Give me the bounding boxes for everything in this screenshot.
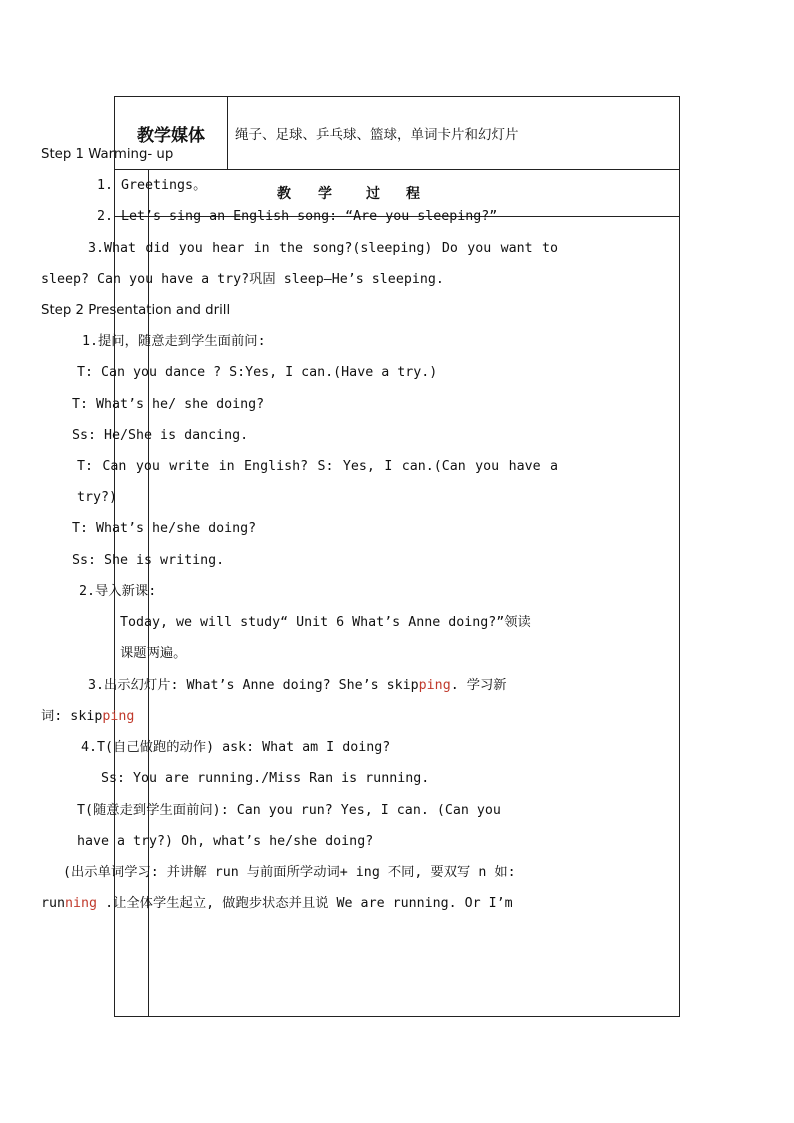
text-line: Ss: He/She is dancing. (72, 428, 249, 443)
text-line: T: Can you dance ? S:Yes, I can.(Have a try.) (77, 365, 438, 380)
heading-char: 程 (406, 185, 420, 202)
text-line: 1. Greetings。 (97, 178, 207, 193)
text-line: (出示单词学习: 并讲解 run 与前面所学动词+ ing 不同, 要双写 n 如: (63, 865, 516, 880)
highlight-segment: ping (102, 709, 135, 724)
text-segment: 词: skip (41, 709, 103, 724)
text-line: T: What’s he/ she doing? (72, 397, 265, 412)
text-line: 2. Let’s sing an English song: “Are you sleeping?” (97, 209, 498, 224)
highlight-segment: ning (65, 896, 98, 911)
text-line: 2.导入新课: (79, 584, 157, 599)
text-line: 1.提问，随意走到学生面前问: (82, 334, 266, 349)
heading-char: 过 (366, 185, 380, 202)
text-line: T: What’s he/she doing? (72, 521, 257, 536)
text-line: T(随意走到学生面前问): Can you run? Yes, I can. (Can you (77, 803, 501, 818)
media-value: 绳子、足球、乒乓球、篮球，单词卡片和幻灯片 (235, 127, 519, 143)
divider (227, 97, 228, 169)
text-segment: . 学习新 (450, 678, 507, 693)
text-line: Today, we will study“ Unit 6 What’s Anne doing?”领读 (120, 615, 531, 630)
step-heading: Step 2 Presentation and drill (41, 303, 231, 318)
text-line: sleep? Can you have a try?巩固 sleep—He’s sleeping. (41, 272, 444, 287)
heading-char: 学 (318, 185, 332, 202)
text-segment: .让全体学生起立, 做跑步状态并且说 We are running. Or I’m (97, 896, 513, 911)
text-segment: run (41, 896, 66, 911)
text-line: 课题两遍。 (120, 646, 187, 661)
text-line (41, 896, 513, 912)
text-line: 4.T(自己做跑的动作) ask: What am I doing? (81, 740, 391, 755)
text-segment: 3.出示幻灯片: What’s Anne doing? She’s skip (88, 678, 419, 693)
step-heading: Step 1 Warming- up (41, 147, 174, 162)
text-line: 3.What did you hear in the song?(sleeping) Do you want to (88, 241, 558, 256)
media-label: 教学媒体 (137, 125, 205, 146)
text-line: T: Can you write in English? S: Yes, I can.(Can you have a (77, 459, 558, 474)
text-line: Ss: You are running./Miss Ran is running. (101, 771, 430, 786)
text-line (41, 709, 134, 725)
text-line: try?) (77, 490, 118, 505)
heading-char: 教 (277, 185, 291, 202)
text-line: have a try?) Oh, what’s he/she doing? (77, 834, 374, 849)
text-line (88, 678, 507, 694)
text-line: Ss: She is writing. (72, 553, 225, 568)
highlight-segment: ping (418, 678, 451, 693)
